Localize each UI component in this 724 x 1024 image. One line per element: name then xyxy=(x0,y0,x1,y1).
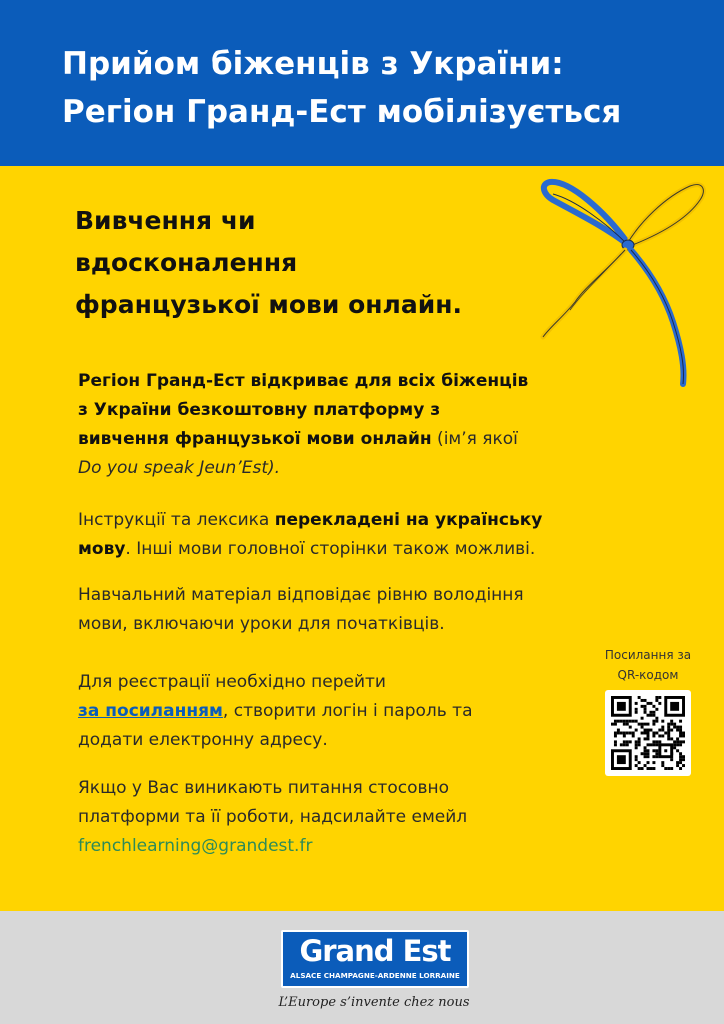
intro-line4: Do you speak Jeun’Est). xyxy=(78,458,281,478)
translation-line2-b: . Інші мови головної сторінки також можливі. xyxy=(125,539,536,559)
translation-line2 xyxy=(78,535,598,564)
qr-caption-line2: QR-кодом xyxy=(617,668,679,682)
logo-main-text: Grand Est xyxy=(299,934,451,968)
subtitle-line1: Вивчення чи xyxy=(75,206,256,235)
logo-sub-text: ALSACE CHAMPAGNE-ARDENNE LORRAINE xyxy=(290,971,460,980)
subtitle xyxy=(75,200,535,326)
qr-caption-line1: Посилання за xyxy=(604,648,692,662)
translation-line1-a: Інструкції та лексика xyxy=(78,510,275,530)
qr-code-icon xyxy=(611,696,685,770)
page-title-line1: Прийом біженців з України: xyxy=(62,46,564,82)
paragraph-translation xyxy=(78,506,598,564)
slogan: L’Europe s’invente chez nous xyxy=(278,995,470,1010)
qr-code[interactable] xyxy=(605,690,691,776)
contact-line1: Якщо у Вас виникають питання стосовно xyxy=(78,778,450,798)
level-line1: Навчальний матеріал відповідає рівню володіння xyxy=(78,585,524,605)
intro-line2: з України безкоштовну платформу з xyxy=(78,400,441,420)
registration-line2 xyxy=(78,697,598,726)
paragraph-intro xyxy=(78,367,598,483)
intro-line3-bold: вивчення французької мови онлайн xyxy=(78,429,432,449)
paragraph-registration xyxy=(78,668,598,755)
intro-line3-rest: (ім’я якої xyxy=(431,429,518,449)
footer xyxy=(0,911,724,1024)
translation-line1 xyxy=(78,506,598,535)
page-title xyxy=(62,40,712,136)
paragraph-contact xyxy=(78,774,598,861)
registration-line1: Для реєстрації необхідно перейти xyxy=(78,672,386,692)
translation-line1-b: перекладені на українську xyxy=(274,510,543,530)
subtitle-line2: вдосконалення xyxy=(75,248,298,277)
level-line2: мови, включаючи уроки для початківців. xyxy=(78,614,445,634)
contact-line2: платформи та її роботи, надсилайте емейл xyxy=(78,807,468,827)
qr-caption xyxy=(596,645,700,685)
header-banner xyxy=(0,0,724,166)
registration-line2-rest: , створити логін і пароль та xyxy=(222,701,473,721)
contact-email-link[interactable]: frenchlearning@grandest.fr xyxy=(78,836,313,856)
intro-line1: Регіон Гранд-Ест відкриває для всіх біженців xyxy=(78,371,529,391)
ribbon-icon xyxy=(535,172,710,397)
subtitle-line3: французької мови онлайн. xyxy=(75,290,462,319)
registration-link[interactable]: за посиланням xyxy=(78,701,223,721)
registration-line3: додати електронну адресу. xyxy=(78,730,328,750)
grand-est-logo xyxy=(281,930,469,988)
intro-line3 xyxy=(78,425,598,454)
page-title-line2: Регіон Гранд-Ест мобілізується xyxy=(62,94,622,130)
translation-line2-a: мову xyxy=(78,539,126,559)
paragraph-level xyxy=(78,581,598,639)
